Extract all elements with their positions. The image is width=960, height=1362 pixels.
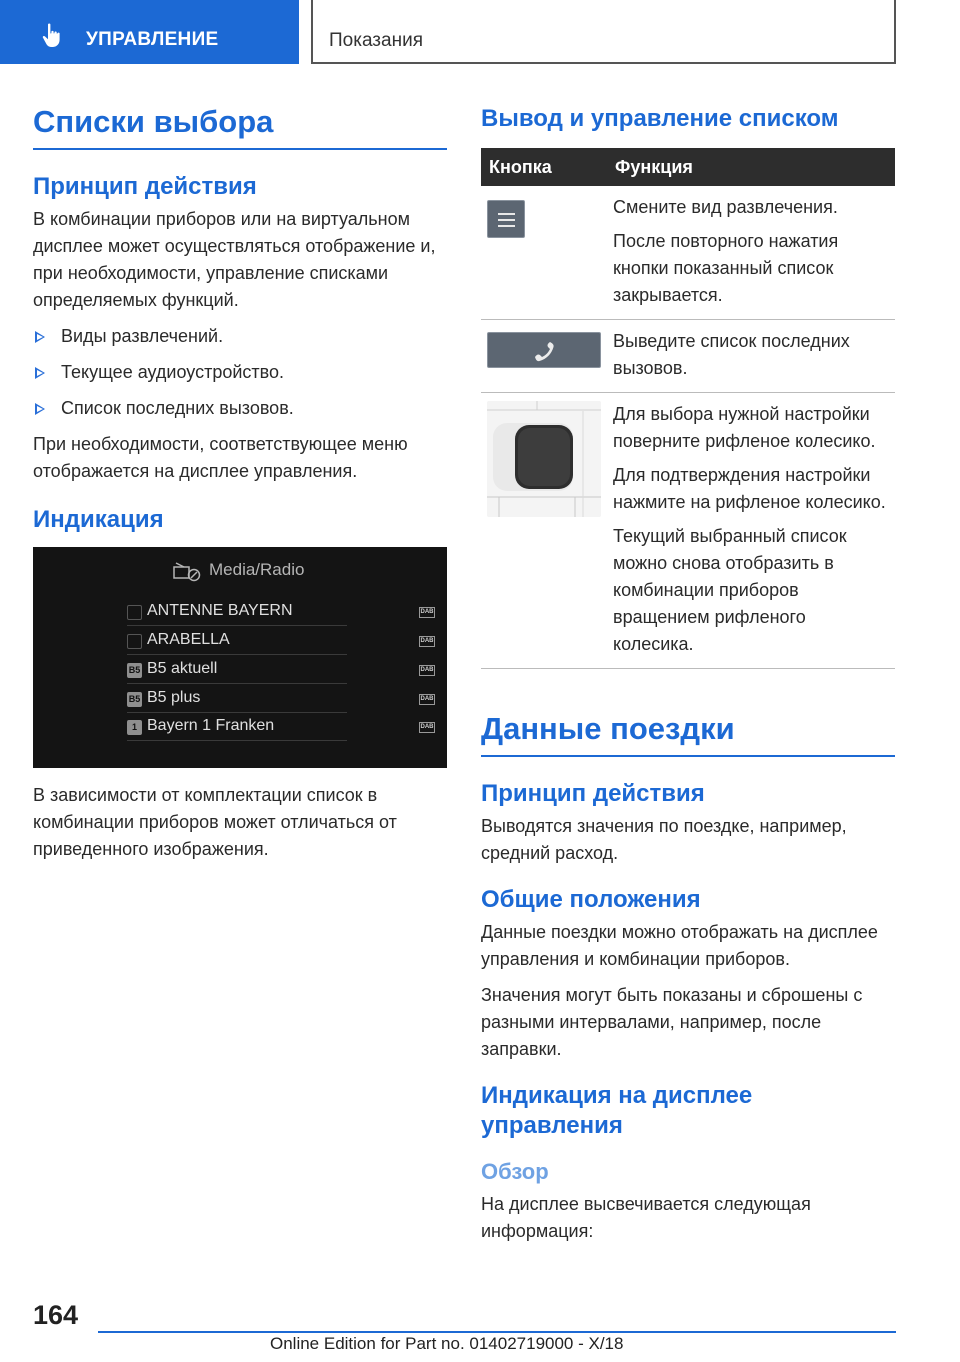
station-name: B5 plus [147, 689, 201, 706]
knurled-wheel-icon [487, 401, 601, 517]
bullet-item: Виды развлечений. [61, 326, 224, 346]
dab-badge: DAB [419, 722, 435, 733]
list-control-heading: Вывод и управление списком [481, 105, 839, 132]
table-cell-function: Выведите список последних вызовов. [607, 320, 895, 393]
variant-text: В зависимости от комплектации список в комбинации приборов может отличаться от приведенного изображения. [33, 785, 397, 859]
station-icon: B5 [127, 692, 142, 707]
edition-text: Online Edition for Part no. 01402719000 - X/18 [270, 1334, 624, 1353]
section-tab-label: УПРАВЛЕНИЕ [86, 29, 219, 50]
header-tab [0, 0, 299, 64]
trip-principle-heading: Принцип действия [481, 780, 705, 807]
table-row [481, 320, 895, 393]
dab-badge: DAB [419, 636, 435, 647]
pointing-hand-icon [40, 22, 64, 50]
general-text-1: Данные поездки можно отображать на дисплее управления и комбинации приборов. [481, 922, 878, 969]
bullet-item: Список последних вызовов. [61, 398, 294, 418]
dab-badge: DAB [419, 694, 435, 705]
media-screen-title: Media/Radio [209, 560, 305, 579]
overview-text: На дисплее высвечивается следующая информация: [481, 1194, 811, 1241]
table-cell-function: Для выбора нужной настройки поверните рифленое колесико. Для подтверждения настройки нажмите на рифленое колесико. Текущий выбранный список можно снова отобразить в комбинации приборов вращением рифленого колесика. [607, 393, 895, 669]
menu-text: При необходимости, соответствующее меню отображается на дисплее управления. [33, 434, 408, 481]
station-name: B5 aktuell [147, 660, 218, 677]
phone-icon [487, 332, 601, 368]
indication-heading: Индикация [33, 506, 164, 533]
station-icon: B5 [127, 663, 142, 678]
media-radio-icon [173, 562, 201, 582]
general-heading: Общие положения [481, 886, 701, 913]
station-row [127, 599, 434, 626]
table-cell-button [481, 320, 607, 393]
dab-badge: DAB [419, 607, 435, 618]
table-cell-button [481, 186, 607, 320]
station-icon: 1 [127, 720, 142, 735]
trip-principle-text: Выводятся значения по поездке, например, средний расход. [481, 816, 847, 863]
table-cell-function: Смените вид развлечения. После повторного нажатия кнопки показанный список закрывается. [607, 186, 895, 320]
table-row [481, 393, 895, 669]
subsection-label: Показания [329, 30, 423, 51]
instrument-cluster-screen [33, 547, 447, 768]
table-cell-button [481, 393, 607, 669]
trip-data-title: Данные поездки [481, 707, 895, 757]
table-row [481, 186, 895, 320]
column-header-button: Кнопка [481, 148, 607, 186]
station-row [127, 628, 434, 655]
station-name: Bayern 1 Franken [147, 717, 275, 734]
button-function-table [481, 148, 895, 669]
list-menu-icon [487, 200, 525, 238]
header-subsection-box [311, 0, 896, 64]
column-header-function: Функция [607, 148, 895, 186]
table-header-row [481, 148, 895, 186]
principle-text: В комбинации приборов или на виртуальном дисплее может осуществляться отображение и, при необходимости, управление списками определяемых функций. [33, 209, 436, 310]
station-icon [127, 634, 142, 649]
selection-lists-title: Списки выбора [33, 100, 447, 150]
bullet-list [33, 323, 447, 422]
overview-heading: Обзор [481, 1159, 549, 1184]
display-heading: Индикация на дисплее управления [481, 1082, 753, 1139]
station-icon [127, 605, 142, 620]
left-column [33, 100, 447, 872]
station-row [127, 714, 434, 741]
station-row [127, 686, 434, 713]
principle-heading: Принцип действия [33, 173, 257, 200]
page-number: 164 [33, 1300, 79, 1330]
bullet-item: Текущее аудиоустройство. [61, 362, 285, 382]
station-name: ANTENNE BAYERN [147, 602, 293, 619]
general-text-2: Значения могут быть показаны и сброшены с разными интервалами, например, после заправки. [481, 985, 863, 1059]
right-column [481, 100, 895, 1254]
station-row [127, 657, 434, 684]
footer-divider [98, 1331, 896, 1333]
dab-badge: DAB [419, 665, 435, 676]
station-name: ARABELLA [147, 631, 230, 648]
